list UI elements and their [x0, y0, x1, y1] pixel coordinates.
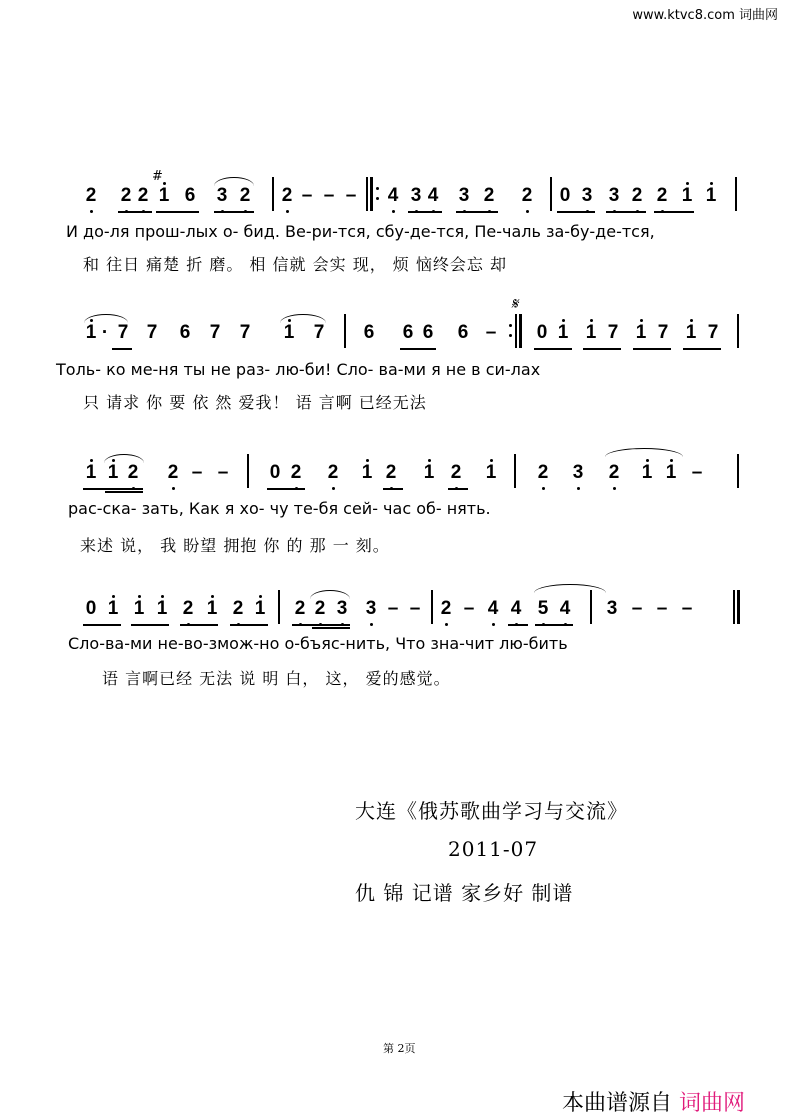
note: 3	[364, 598, 378, 620]
lyric-russian-line-4: Сло-ва-ми не-во-змож-но о-бъяс-нить, Что зна-чит лю-бить	[68, 634, 568, 653]
note: 1	[640, 462, 654, 484]
beam-underline	[131, 624, 169, 626]
source-footer	[562, 1086, 745, 1117]
beam-underline	[156, 211, 199, 213]
note: 7	[146, 322, 158, 343]
note: 2	[293, 598, 307, 620]
note: 6	[184, 185, 196, 206]
barline	[431, 590, 433, 624]
note: 1	[157, 185, 171, 207]
note: 4	[486, 598, 500, 620]
note: 1	[584, 322, 598, 344]
note: –	[301, 185, 313, 206]
note: 0	[559, 185, 571, 206]
note: 1	[684, 322, 698, 344]
note: 3	[335, 598, 349, 620]
note: 1	[360, 462, 374, 484]
lyric-russian-line-3: рас-ска- зать, Как я хо- чу те-бя сей- час об- нять.	[68, 499, 491, 518]
barline	[590, 590, 592, 624]
note: ·	[101, 322, 109, 343]
note: 2	[520, 185, 534, 207]
note: 4	[509, 598, 523, 620]
credit-authors: 仇 锦 记谱 家乡好 制谱	[355, 881, 574, 905]
note: 2	[231, 598, 245, 620]
note: 7	[657, 322, 669, 343]
beam-underline	[557, 211, 595, 213]
note: 2	[119, 185, 133, 207]
barline	[737, 314, 739, 348]
note: 2	[384, 462, 398, 484]
note: 2	[449, 462, 463, 484]
beam-underline	[408, 211, 442, 213]
note: 1	[704, 185, 718, 207]
note: 0	[269, 462, 281, 483]
note: 1	[84, 462, 98, 484]
sharp-icon: #	[152, 169, 163, 184]
note: –	[409, 598, 421, 619]
lyric-chinese-line-3: 来述 说， 我 盼望 拥抱 你 的 那 一 刻。	[80, 536, 390, 555]
note: 2	[536, 462, 550, 484]
note: 3	[571, 462, 585, 484]
beam-underline	[683, 348, 721, 350]
score-system-2	[0, 294, 790, 352]
note: 6	[457, 322, 469, 343]
barline	[737, 590, 740, 624]
note: –	[631, 598, 643, 619]
beam-underline	[456, 211, 498, 213]
note: 7	[313, 322, 325, 343]
note: 6	[363, 322, 375, 343]
beam-underline	[312, 627, 350, 629]
barline	[519, 314, 522, 348]
note: 5	[536, 598, 550, 620]
note: 3	[606, 598, 618, 619]
note: 3	[215, 185, 229, 207]
segno-icon: 𝄋	[511, 294, 518, 313]
beam-underline	[214, 211, 254, 213]
barline	[272, 177, 274, 211]
slur-arc	[605, 448, 683, 457]
note: 4	[386, 185, 400, 207]
note: 1	[106, 598, 120, 620]
note: –	[345, 185, 357, 206]
note: 7	[209, 322, 221, 343]
note: –	[485, 322, 497, 343]
barline	[278, 590, 280, 624]
credit-date: 2011-07	[448, 837, 539, 861]
note: –	[691, 462, 703, 483]
barline	[733, 590, 735, 624]
beam-underline	[633, 348, 671, 350]
note: 2	[280, 185, 294, 207]
lyric-chinese-line-4: 语 言啊已经 无法 说 明 白， 这， 爱的感觉。	[102, 669, 451, 688]
barline	[550, 177, 552, 211]
repeat-sign	[376, 187, 379, 201]
beam-underline	[105, 491, 143, 493]
note: 2	[607, 462, 621, 484]
note: 1	[205, 598, 219, 620]
note: 6	[422, 322, 434, 343]
note: 7	[607, 322, 619, 343]
beam-underline	[534, 348, 572, 350]
credit-source: 大连《俄苏歌曲学习与交流》	[355, 799, 628, 823]
score-system-4	[0, 588, 790, 628]
barline	[344, 314, 346, 348]
note: 2	[289, 462, 303, 484]
note: 3	[580, 185, 594, 207]
note: 2	[630, 185, 644, 207]
note: 2	[126, 462, 140, 484]
barline	[370, 177, 373, 211]
lyric-russian-line-1: И до-ля прош-лых о- бид. Ве-ри-тся, сбу-де-тся, Пе-чаль за-бу-де-тся,	[66, 222, 655, 241]
lyric-chinese-line-1: 和 往日 痛楚 折 磨。 相 信就 会实 现， 烦 恼终会忘 却	[83, 255, 507, 274]
score-system-1	[0, 169, 790, 215]
lyric-chinese-line-2: 只 请求 你 要 依 然 爱我！ 语 言啊 已经无法	[83, 393, 427, 412]
note: 3	[457, 185, 471, 207]
note: 2	[136, 185, 150, 207]
note: 2	[238, 185, 252, 207]
note: 2	[655, 185, 669, 207]
note: 3	[409, 185, 423, 207]
note: 1	[84, 322, 98, 344]
note: 2	[166, 462, 180, 484]
note: 2	[482, 185, 496, 207]
note: 1	[484, 462, 498, 484]
beam-underline	[267, 488, 305, 490]
source-prefix: 本曲谱源自	[562, 1091, 673, 1116]
repeat-sign	[509, 324, 512, 338]
beam-underline	[606, 211, 646, 213]
note: 6	[402, 322, 414, 343]
note: 2	[326, 462, 340, 484]
note: 1	[634, 322, 648, 344]
note: 7	[707, 322, 719, 343]
note: –	[191, 462, 203, 483]
note: 4	[426, 185, 440, 207]
beam-underline	[583, 348, 621, 350]
note: 2	[313, 598, 327, 620]
barline	[737, 454, 739, 488]
note: 1	[132, 598, 146, 620]
note: 1	[664, 462, 678, 484]
note: 1	[155, 598, 169, 620]
note: 2	[439, 598, 453, 620]
beam-underline	[83, 488, 143, 490]
barline	[735, 177, 737, 211]
site-watermark: www.ktvc8.com 词曲网	[632, 8, 778, 23]
note: 2	[84, 185, 98, 207]
note: –	[681, 598, 693, 619]
note: 0	[536, 322, 548, 343]
barline	[514, 454, 516, 488]
beam-underline	[535, 624, 573, 626]
note: 0	[85, 598, 97, 619]
beam-underline	[654, 211, 694, 213]
note: –	[217, 462, 229, 483]
note: 7	[239, 322, 251, 343]
slur-arc	[534, 584, 606, 593]
beam-underline	[230, 624, 268, 626]
note: 1	[282, 322, 296, 344]
barline	[247, 454, 249, 488]
note: 6	[179, 322, 191, 343]
beam-underline	[118, 211, 152, 213]
beam-underline	[83, 624, 121, 626]
source-site-link[interactable]: 词曲网	[679, 1091, 746, 1116]
note: 1	[106, 462, 120, 484]
beam-underline	[448, 488, 468, 490]
beam-underline	[292, 624, 350, 626]
note: 2	[181, 598, 195, 620]
lyric-russian-line-2: Толь- ко ме-ня ты не раз- лю-би! Сло- ва-ми я не в си-лах	[56, 360, 541, 379]
beam-underline	[508, 624, 528, 626]
note: –	[463, 598, 475, 619]
note: 1	[556, 322, 570, 344]
note: –	[656, 598, 668, 619]
barline	[515, 314, 517, 348]
beam-underline	[383, 488, 403, 490]
beam-underline	[180, 624, 218, 626]
note: 1	[422, 462, 436, 484]
page-number: 第 2页	[383, 1042, 416, 1055]
note: 1	[680, 185, 694, 207]
beam-underline	[400, 348, 436, 350]
beam-underline	[112, 348, 132, 350]
note: 3	[607, 185, 621, 207]
note: 4	[558, 598, 572, 620]
barline	[366, 177, 368, 211]
note: 1	[253, 598, 267, 620]
note: 7	[117, 322, 129, 343]
score-system-3	[0, 452, 790, 492]
note: –	[387, 598, 399, 619]
note: –	[323, 185, 335, 206]
